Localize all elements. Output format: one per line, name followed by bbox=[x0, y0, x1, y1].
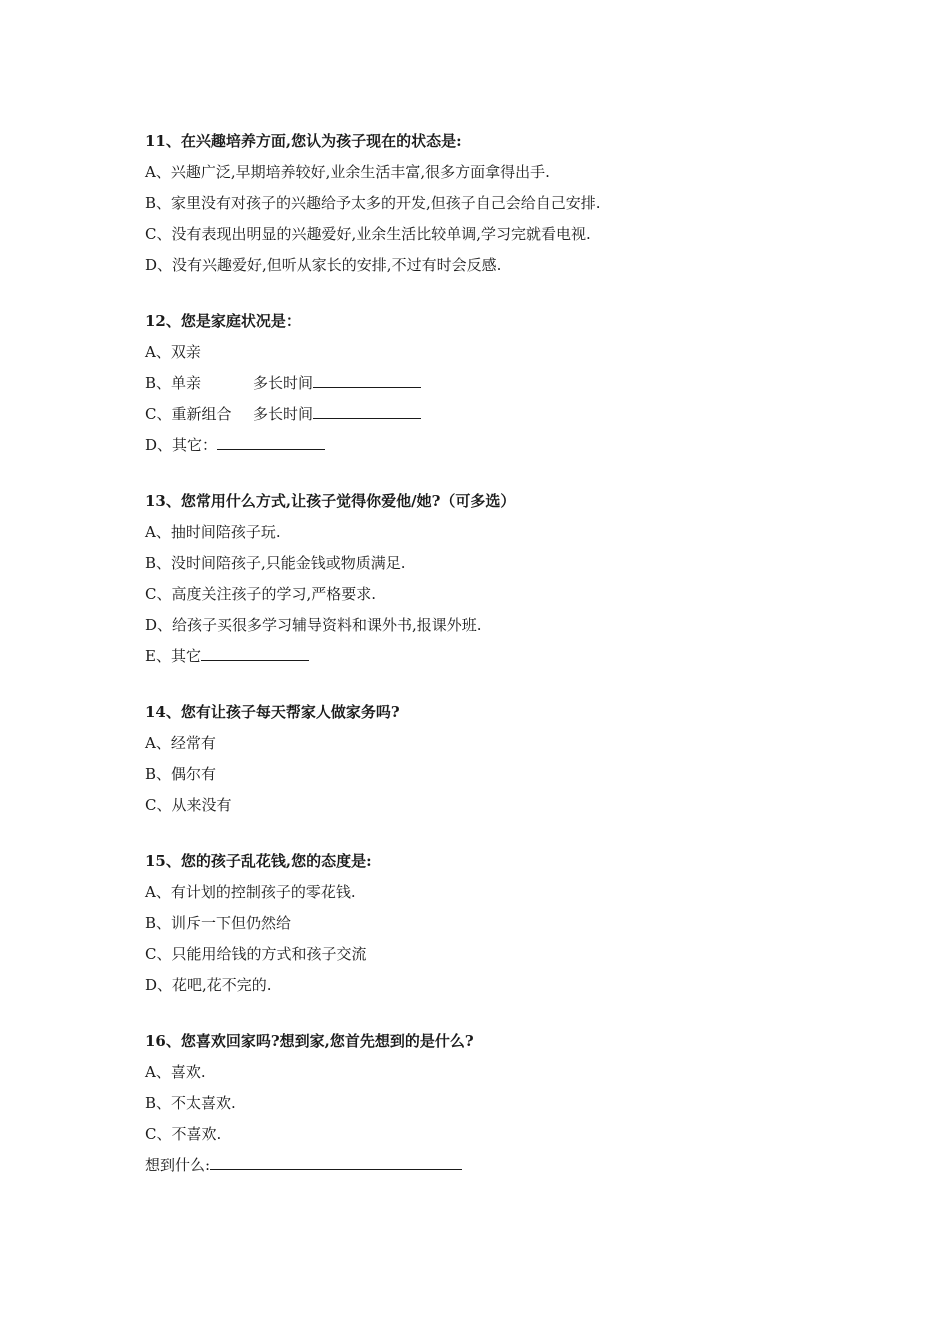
question-title: 11、在兴趣培养方面,您认为孩子现在的状态是: bbox=[145, 132, 462, 150]
option-c: C、高度关注孩子的学习,严格要求. bbox=[145, 585, 377, 603]
followup-label: 想到什么: bbox=[145, 1156, 211, 1174]
option-b: B、偶尔有 bbox=[145, 765, 217, 783]
option-c: C、不喜欢. bbox=[145, 1125, 222, 1143]
option-d bbox=[145, 430, 845, 461]
option-c: C、只能用给钱的方式和孩子交流 bbox=[145, 945, 367, 963]
option-b: B、训斥一下但仍然给 bbox=[145, 914, 292, 932]
option-label: A、双亲 bbox=[145, 343, 201, 361]
option-c bbox=[145, 399, 845, 430]
option-d: D、没有兴趣爱好,但听从家长的安排,不过有时会反感. bbox=[145, 256, 502, 274]
option-b: B、没时间陪孩子,只能金钱或物质满足. bbox=[145, 554, 406, 572]
option-a bbox=[145, 337, 845, 368]
question-title: 14、您有让孩子每天帮家人做家务吗? bbox=[145, 703, 400, 721]
followup-line bbox=[145, 1150, 845, 1181]
question-title: 15、您的孩子乱花钱,您的态度是: bbox=[145, 852, 372, 870]
question-title: 12、您是家庭状况是： bbox=[145, 312, 301, 330]
option-a: A、喜欢. bbox=[145, 1063, 206, 1081]
question-title: 16、您喜欢回家吗?想到家,您首先想到的是什么? bbox=[145, 1032, 474, 1050]
survey-page bbox=[145, 126, 845, 1206]
duration-blank[interactable] bbox=[313, 404, 421, 419]
question-15 bbox=[145, 846, 845, 1001]
question-12 bbox=[145, 306, 845, 461]
option-a: A、有计划的控制孩子的零花钱. bbox=[145, 883, 356, 901]
followup-blank[interactable] bbox=[210, 1155, 462, 1170]
duration-label: 多长时间 bbox=[253, 374, 314, 392]
question-title: 13、您常用什么方式,让孩子觉得你爱他/她?（可多选） bbox=[145, 492, 516, 510]
option-a: A、兴趣广泛,早期培养较好,业余生活丰富,很多方面拿得出手. bbox=[145, 163, 550, 181]
option-label: C、重新组合 bbox=[145, 405, 232, 423]
option-b: B、不太喜欢. bbox=[145, 1094, 236, 1112]
option-d: D、给孩子买很多学习辅导资料和课外书,报课外班. bbox=[145, 616, 482, 634]
option-d: D、花吧,花不完的. bbox=[145, 976, 272, 994]
option-b bbox=[145, 368, 845, 399]
other-blank[interactable] bbox=[201, 646, 309, 661]
option-c: C、没有表现出明显的兴趣爱好,业余生活比较单调,学习完就看电视. bbox=[145, 225, 591, 243]
duration-label: 多长时间 bbox=[253, 405, 314, 423]
option-c: C、从来没有 bbox=[145, 796, 232, 814]
duration-blank[interactable] bbox=[313, 373, 421, 388]
option-e bbox=[145, 641, 845, 672]
option-b: B、家里没有对孩子的兴趣给予太多的开发,但孩子自己会给自己安排. bbox=[145, 194, 601, 212]
option-label: B、单亲 bbox=[145, 374, 202, 392]
other-blank[interactable] bbox=[217, 435, 325, 450]
question-16 bbox=[145, 1026, 845, 1181]
option-a: A、经常有 bbox=[145, 734, 216, 752]
question-14 bbox=[145, 697, 845, 821]
question-11 bbox=[145, 126, 845, 281]
question-13 bbox=[145, 486, 845, 672]
option-label: D、其它： bbox=[145, 436, 218, 454]
option-a: A、抽时间陪孩子玩. bbox=[145, 523, 281, 541]
option-label: E、其它 bbox=[145, 647, 201, 665]
